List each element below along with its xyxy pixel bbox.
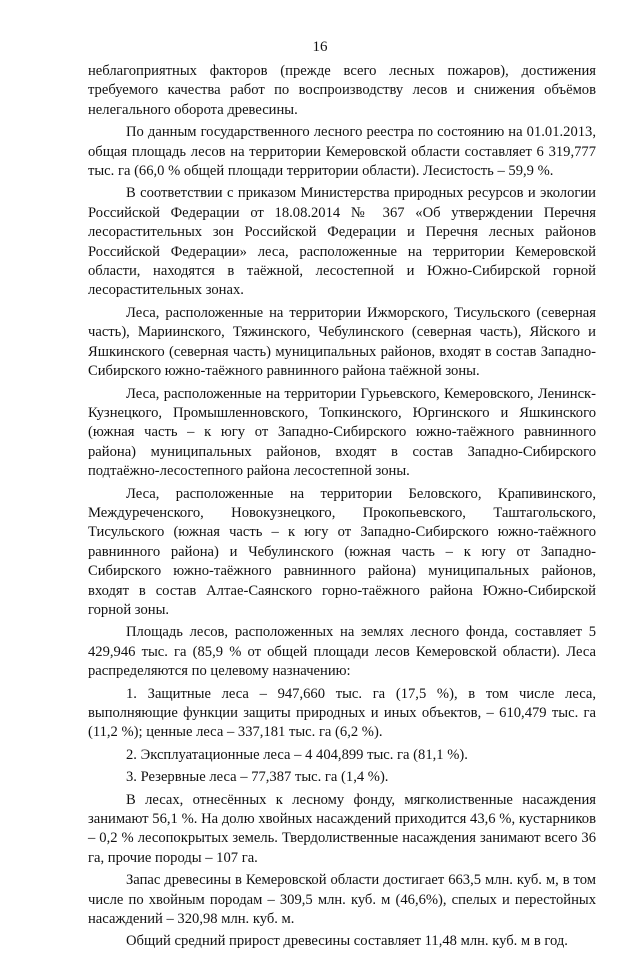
body-text (88, 62, 596, 955)
paragraph-ministry-order: В соответствии с приказом Министерства природных ресурсов и экологии Российской Федерации от 18.08.2014 № 367 «Об утверждении Перечня лесорастительных зон Российской Федерации и Перечня лесных районов Российской Федерации» леса, расположенные на территории Кемеровской области, находятся в таёжной, лесостепной и Южно-Сибирской горной лесорастительных зонах. (88, 185, 596, 299)
paragraph-forest-fund-area: Площадь лесов, расположенных на землях лесного фонда, составляет 5 429,946 тыс. га (85,9 % от общей площади лесов Кемеровской области). Леса распределяются по целевому назначению: (88, 624, 596, 680)
paragraph-continuation: неблагоприятных факторов (прежде всего лесных пожаров), достижения требуемого качества работ по воспроизводству лесов и снижения объёмов нелегального оборота древесины. (88, 63, 596, 118)
paragraph-forest-registry: По данным государственного лесного реестра по состоянию на 01.01.2013, общая площадь лесов на территории Кемеровской области составляет 6 319,777 тыс. га (66,0 % общей площади территории области). Лесистость – 59,9 %. (88, 124, 596, 180)
list-item-protective-forests: 1. Защитные леса – 947,660 тыс. га (17,5 %), в том числе леса, выполняющие функции защиты природных и иных объектов, – 610,479 тыс. га (11,2 %); ценные леса – 337,181 тыс. га (6,2 %). (88, 685, 596, 741)
paragraph-taiga-zone: Леса, расположенные на территории Ижморского, Тисульского (северная часть), Мариинского, Тяжинского, Чебулинского (северная часть), Яйского и Яшкинского (северная часть) муниципальных районов, входят в состав Западно-Сибирского южно-таёжного равнинного района таёжной зоны. (88, 304, 596, 380)
list-item-reserve-forests: 3. Резервные леса – 77,387 тыс. га (1,4 %). (126, 769, 389, 786)
paragraph-mountain-zone: Леса, расположенные на территории Беловского, Крапивинского, Междуреченского, Новокузнецкого, Прокопьевского, Таштагольского, Тисульского (южная часть – к югу от Западно-Сибирского южно-таёжного равнинного района) и Чебулинского (южная часть – к югу от Западно-Сибирского южно-таёжного равнинного района) муниципальных районов, входят в состав Алтае-Саянского горно-таёжного района Южно-Сибирской горной зоны. (88, 485, 596, 618)
paragraph-species-composition: В лесах, отнесённых к лесному фонду, мягколиственные насаждения занимают 56,1 %. На долю хвойных насаждений приходится 43,6 %, кустарников – 0,2 % лесопокрытых земель. Твердолиственные насаждения занимают всего 36 га, прочие породы – 107 га. (88, 791, 596, 866)
paragraph-timber-stock: Запас древесины в Кемеровской области достигает 663,5 млн. куб. м, в том числе по хвойным породам – 309,5 млн. куб. м (46,6%), спелых и перестойных насаждений – 320,98 млн. куб. м. (88, 872, 596, 928)
page-number: 16 (312, 39, 328, 55)
paragraph-forest-steppe-zone: Леса, расположенные на территории Гурьевского, Кемеровского, Ленинск-Кузнецкого, Промышленновского, Топкинского, Юргинского и Яшкинского (южная часть – к югу от Западно-Сибирского южно-таёжного равнинного района) муниципальных районов, входят в состав Западно-Сибирского подтаёжно-лесостепного района лесостепной зоны. (88, 385, 596, 480)
paragraph-annual-growth: Общий средний прирост древесины составляет 11,48 млн. куб. м в год. (126, 933, 568, 950)
list-item-exploitation-forests: 2. Эксплуатационные леса – 4 404,899 тыс. га (81,1 %). (126, 746, 468, 763)
